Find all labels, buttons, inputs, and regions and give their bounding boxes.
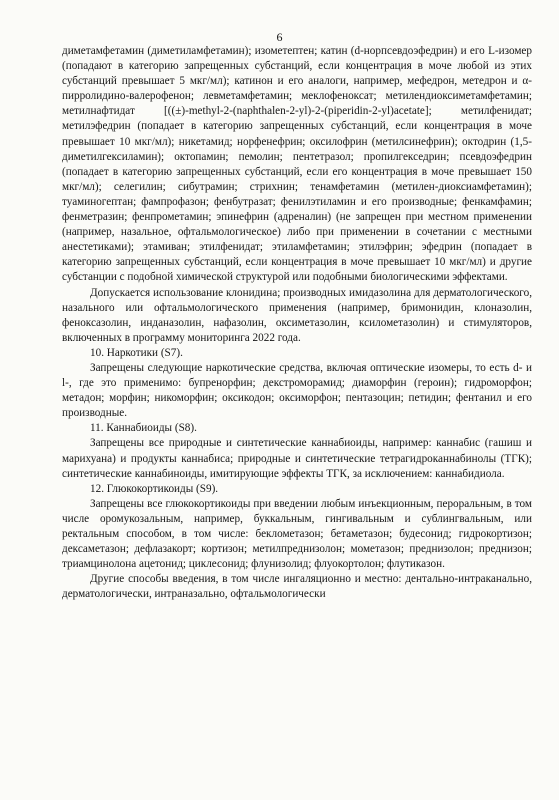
paragraph-cannabinoids: Запрещены все природные и синтетические каннабиоиды, например: каннабис (гашиш и марихуана) и продукты каннабиса; природные и синтетические тетрагидроканнабинолы (ТГК); синтетические каннабиноиды, имитирующие эффекты ТГК, за исключением: каннабидиола. xyxy=(62,437,532,480)
paragraph-other-routes: Другие способы введения, в том числе ингаляционно и местно: дентально-интраканально, дерматологически, интраназально, офтальмологически xyxy=(62,573,532,601)
section-heading-cannabinoids: 11. Каннабиоиды (S8). xyxy=(90,422,197,435)
section-heading-glucocorticoids: 12. Глюкокортикоиды (S9). xyxy=(90,482,219,495)
paragraph-stimulants-list: диметамфетамин (диметиламфетамин); изометептен; катин (d-норпсевдоэфедрин) и его L-изомер (попадают в категорию запрещенных субстанций, если концентрация в моче любой из этих субстанций превышает 5 мкг/мл); катинон и его аналоги, например, мефедрон, метедрон и α-пирролидино-валерофенон; левметамфетамин; меклофеноксат; метилендиоксиметамфетамин; метилнафтидат [((±)-methyl-2-(naphthalen-2-yl)-2-(piperidin-2-yl)acetate]; метилфенидат; метилэфедрин (попадает в категорию запрещенных субстанций, если концентрация в моче превышает 10 мкг/мл); никетамид; норфенефрин; оксилофрин (метилсинефрин); октодрин (1,5-диметилгексиламин); октопамин; пемолин; пентетразол; пропилгекседрин; псевдоэфедрин (попадает в категорию запрещенных субстанций, если его концентрация в моче превышает 150 мкг/мл); селегилин; сибутрамин; стрихнин; тенамфетамин (метилен-диоксиамфетамин); туаминогептан; фампрофазон; фенбутразат; фенилэтиламин и его производные; фенкамфамин; фенметразин; фенпрометамин; эпинефрин (адреналин) (не запрещен при местном применении (например, назальное, офтальмологическое) либо при применении в сочетании с местными анестетиками); этамиван; этилфенидат; этиламфетамин; этилэфрин; эфедрин (попадает в категорию запрещенных субстанций, если концентрация в моче превышает 10 мкг/мл) и другие субстанции с подобной химической структурой или подобными биологическими эффектами. xyxy=(62,45,532,284)
page-number: 6 xyxy=(276,30,283,44)
section-heading-narcotics: 10. Наркотики (S7). xyxy=(90,346,183,359)
paragraph-narcotics: Запрещены следующие наркотические средства, включая оптические изомеры, то есть d- и l-, где это применимо: бупренорфин; декстроморамид; диаморфин (героин); гидроморфон; метадон; морфин; никоморфин; оксикодон; оксиморфон; пентазоцин; петидин; фентанил и его производные. xyxy=(62,361,532,420)
paragraph-glucocorticoids: Запрещены все глюкокортикоиды при введении любым инъекционным, пероральным, в том числе оромукозальным, например, буккальным, гингивальным и сублингвальным, или ректальным способом, в том числе: беклометазон; бетаметазон; будесонид; гидрокортизон; дексаметазон; дефлазакорт; кортизон; метилпреднизолон; мометазон; преднизолон; преднизон; триамцинолона ацетонид; циклесонид; флунизолид; флуокортолон; флутиказон. xyxy=(62,497,532,571)
paragraph-permitted-exceptions: Допускается использование клонидина; производных имидазолина для дерматологического, назального или офтальмологического применения (например, бримонидин, клоназолин, феноксазолин, инданазолин, нафазолин, оксиметазолин, ксилометазолин) и стимуляторов, включенных в программу мониторинга 2022 года. xyxy=(62,286,532,344)
document-body xyxy=(62,44,532,602)
